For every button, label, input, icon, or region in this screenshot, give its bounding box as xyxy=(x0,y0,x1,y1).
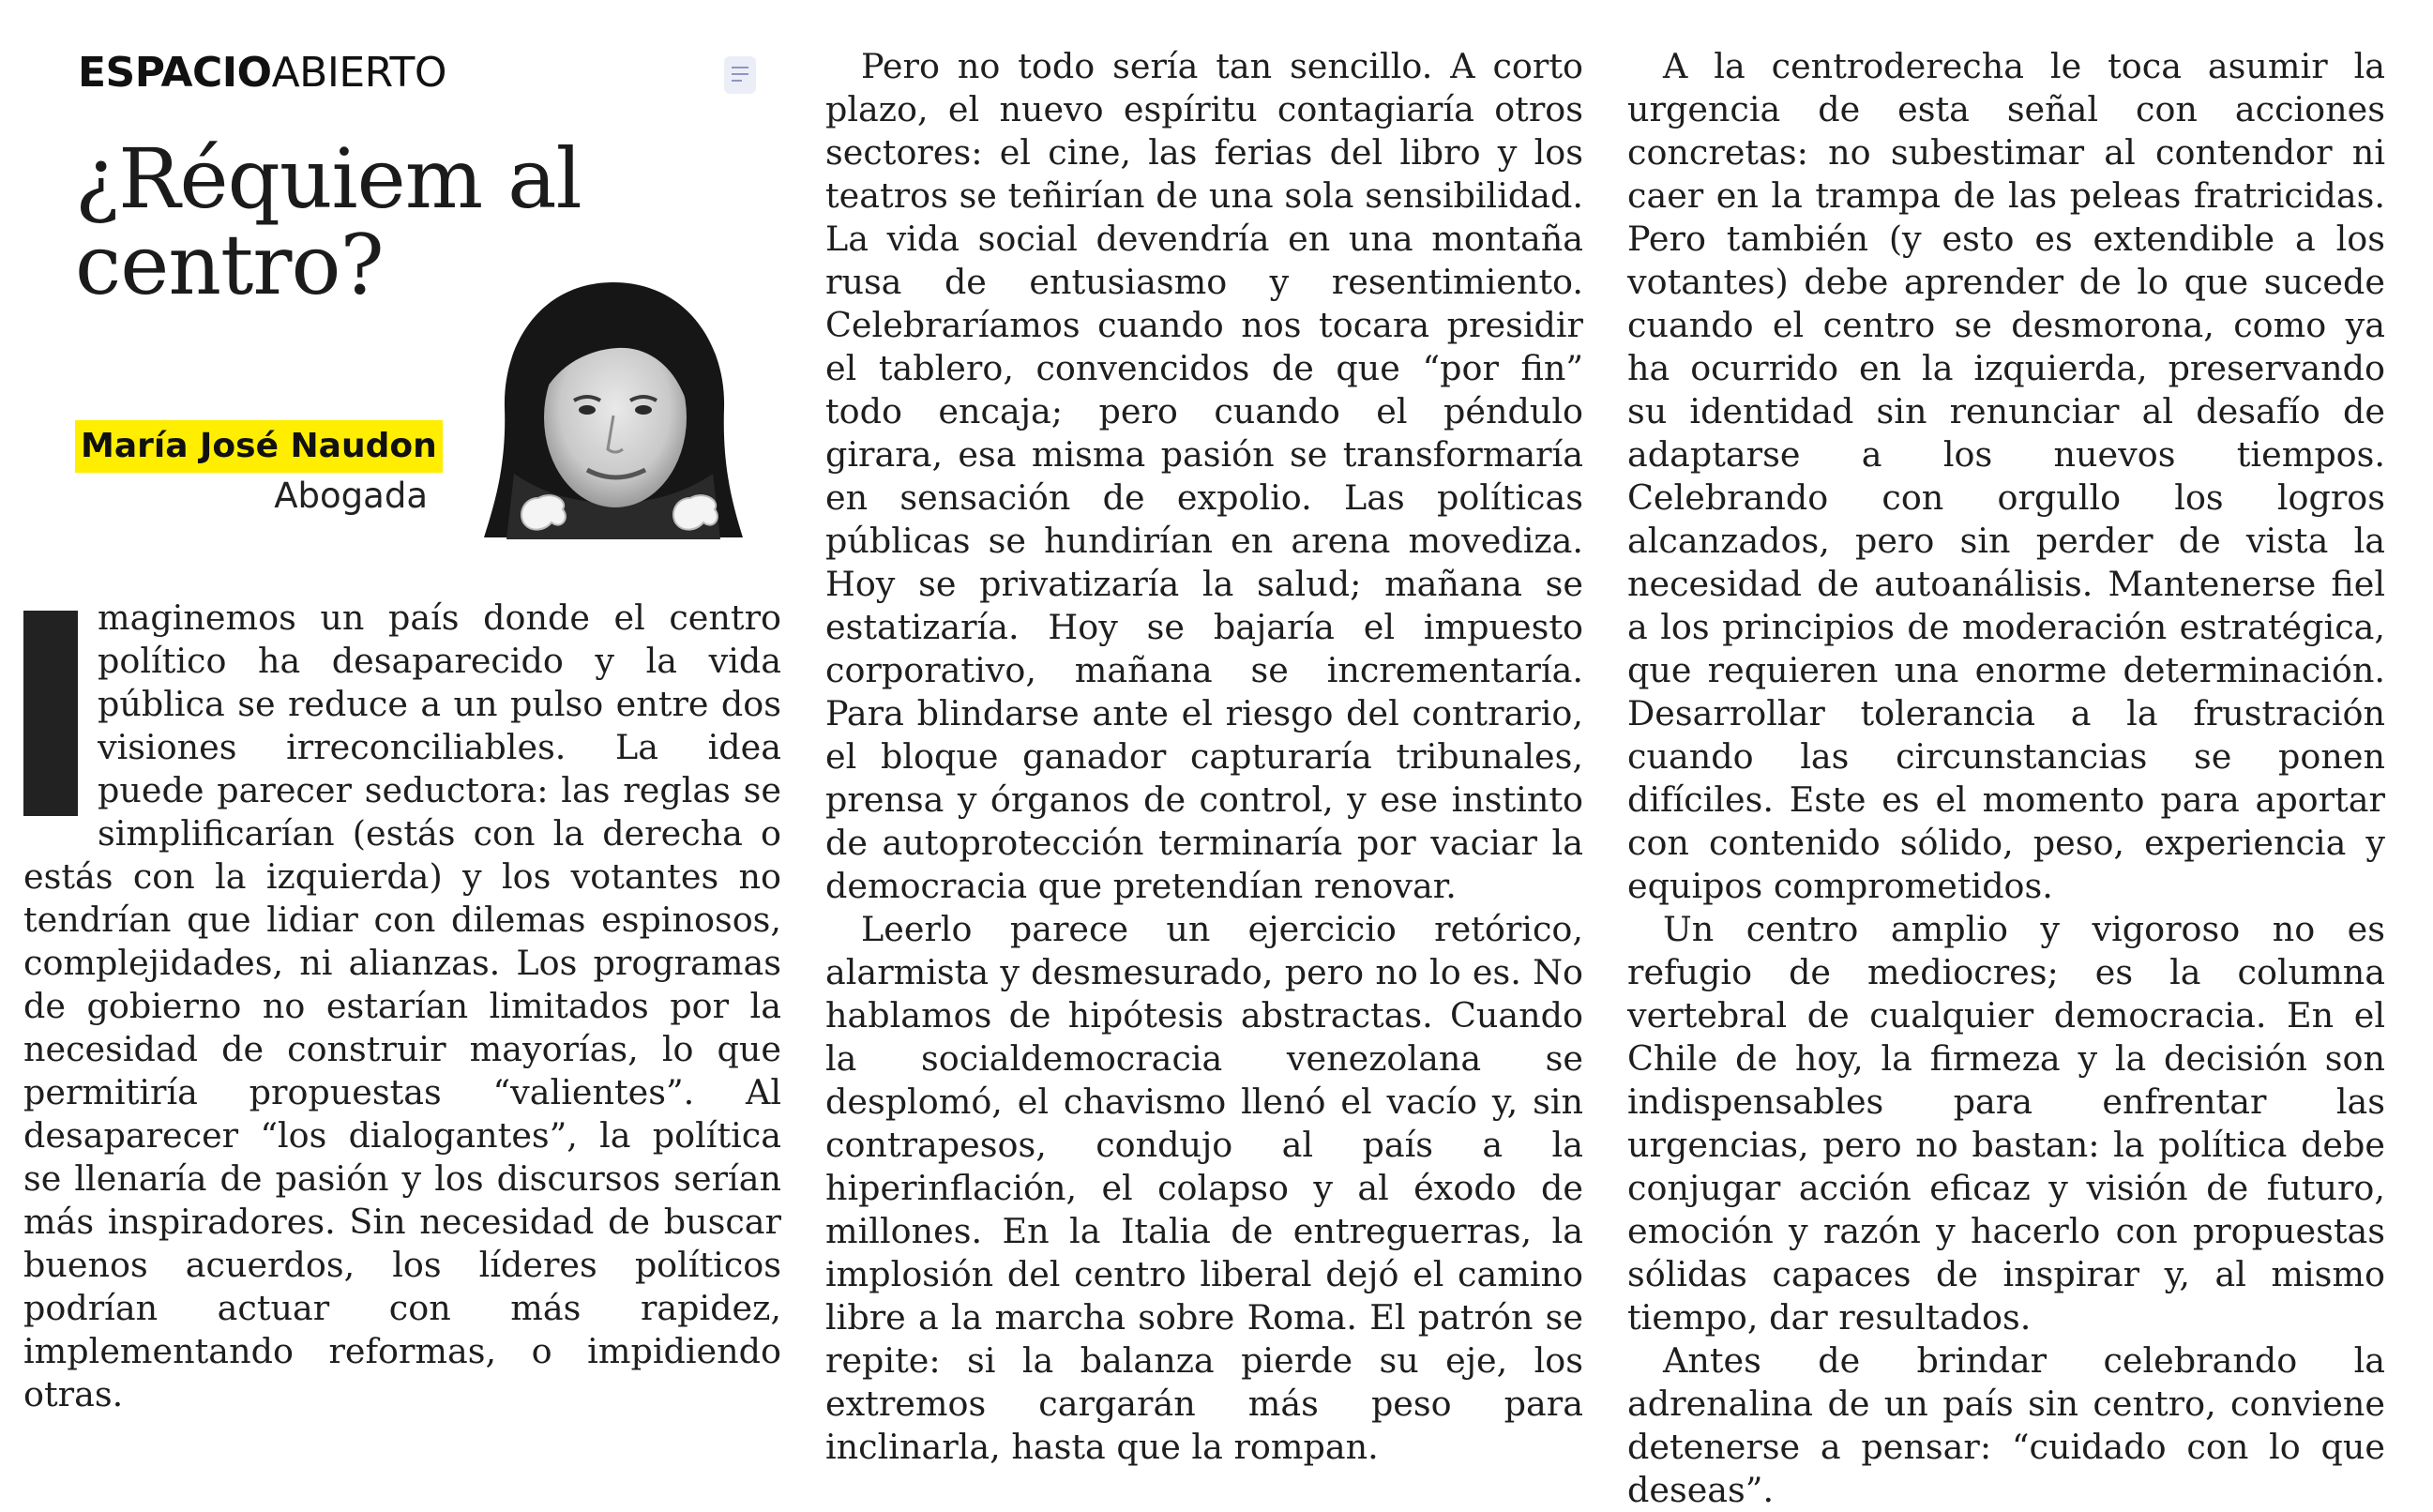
article-paragraph-3: Leerlo parece un ejercicio retórico, alarmista y desmesurado, pero no lo es. No hablamos de hipótesis abstractas. Cuando la socialdemocracia venezolana se desplomó, el chavismo llenó el vacío y, sin contrapesos, condujo al país a la hiperinflación, el colapso y al éxodo de millones. En la Italia de entreguerras, la implosión del centro liberal dejó el camino libre a la marcha sobre Roma. El patrón se repite: si la balanza pierde su eje, los extremos cargarán más peso para inclinarla, hasta que la rompan. xyxy=(825,909,1583,1467)
article-column-2 xyxy=(825,45,1583,1469)
article-paragraph-4: A la centroderecha le toca asumir la urgencia de esta señal con acciones concretas: no subestimar al contendor ni caer en la trampa de las peleas fratricidas. Pero también (y esto es extendible a los votantes) debe aprender de lo que sucede cuando el centro se desmorona, como ya ha ocurrido en la izquierda, preservando su identidad sin renunciar al desafío de adaptarse a los nuevos tiempos. Celebrando con orgullo los logros alcanzados, pero sin perder de vista la necesidad de autoanálisis. Mantenerse fiel a los principios de moderación estratégica, que requieren una enorme determinación. Desarrollar tolerancia a la frustración cuando las circunstancias se ponen difíciles. Este es el momento para aportar con contenido sólido, peso, experiencia y equipos comprometidos. xyxy=(1627,46,2385,906)
section-label-light: ABIERTO xyxy=(271,49,447,97)
section-label xyxy=(78,45,446,101)
article-paragraph-1 xyxy=(23,597,781,1416)
article-column-1 xyxy=(23,597,781,1416)
article-paragraph-2: Pero no todo sería tan sencillo. A corto plazo, el nuevo espíritu contagiaría otros sectores: el cine, las ferias del libro y los teatros se teñirían de una sola sensibilidad. La vida social devendría en una montaña rusa de entusiasmo y resentimiento. Celebraríamos cuando nos tocara presidir el tablero, convencidos de que “por fin” todo encaja; pero cuando el péndulo girara, esa misma pasión se transformaría en sensación de expolio. Las políticas públicas se hundirían en arena movediza. Hoy se privatizaría la salud; mañana se estatizaría. Hoy se bajaría el impuesto corporativo, mañana se incrementaría. Para blindarse ante el riesgo del contrario, el bloque ganador capturaría tribunales, prensa y órganos de control, y ese instinto de autoprotección terminaría por vaciar la democracia que pretendían renovar. xyxy=(825,46,1583,906)
author-role: Abogada xyxy=(274,476,428,516)
section-label-bold: ESPACIO xyxy=(78,49,272,97)
headline-line-1: ¿Réquiem al xyxy=(75,130,582,227)
headline-line-2: centro? xyxy=(75,217,384,313)
menu-lines-icon[interactable] xyxy=(724,56,756,94)
author-portrait xyxy=(476,277,750,539)
paragraph-1-text: maginemos un país donde el centro político ha desaparecido y la vida pública se reduce a un pulso entre dos visiones irreconciliables. La idea puede parecer seductora: las reglas se simplificarían (estás con la derecha o estás con la izquierda) y los votantes no tendrían que lidiar con dilemas espinosos, complejidades, ni alianzas. Los programas de gobierno no estarían limitados por la necesidad de construir mayorías, lo que permitiría propuestas “valientes”. Al desaparecer “los dialogantes”, la política se llenaría de pasión y los discursos serían más inspiradores. Sin necesidad de buscar buenos acuerdos, los líderes políticos podrían actuar con más rapidez, implementando reformas, o impidiendo otras. xyxy=(23,597,781,1414)
article-paragraph-5: Un centro amplio y vigoroso no es refugio de mediocres; es la columna vertebral de cualquier democracia. En el Chile de hoy, la firmeza y la decisión son indispensables para enfrentar las urgencias, pero no bastan: la política debe conjugar acción eficaz y visión de futuro, emoción y razón y hacerlo con propuestas sólidas capaces de inspirar y, al mismo tiempo, dar resultados. xyxy=(1627,909,2385,1338)
article-paragraph-6: Antes de brindar celebrando la adrenalina de un país sin centro, conviene detenerse a pensar: “cuidado con lo que deseas”. xyxy=(1627,1340,2385,1510)
author-name: María José Naudon xyxy=(75,420,443,473)
dropcap xyxy=(23,611,78,816)
byline xyxy=(75,420,437,520)
article-column-3 xyxy=(1627,45,2385,1512)
